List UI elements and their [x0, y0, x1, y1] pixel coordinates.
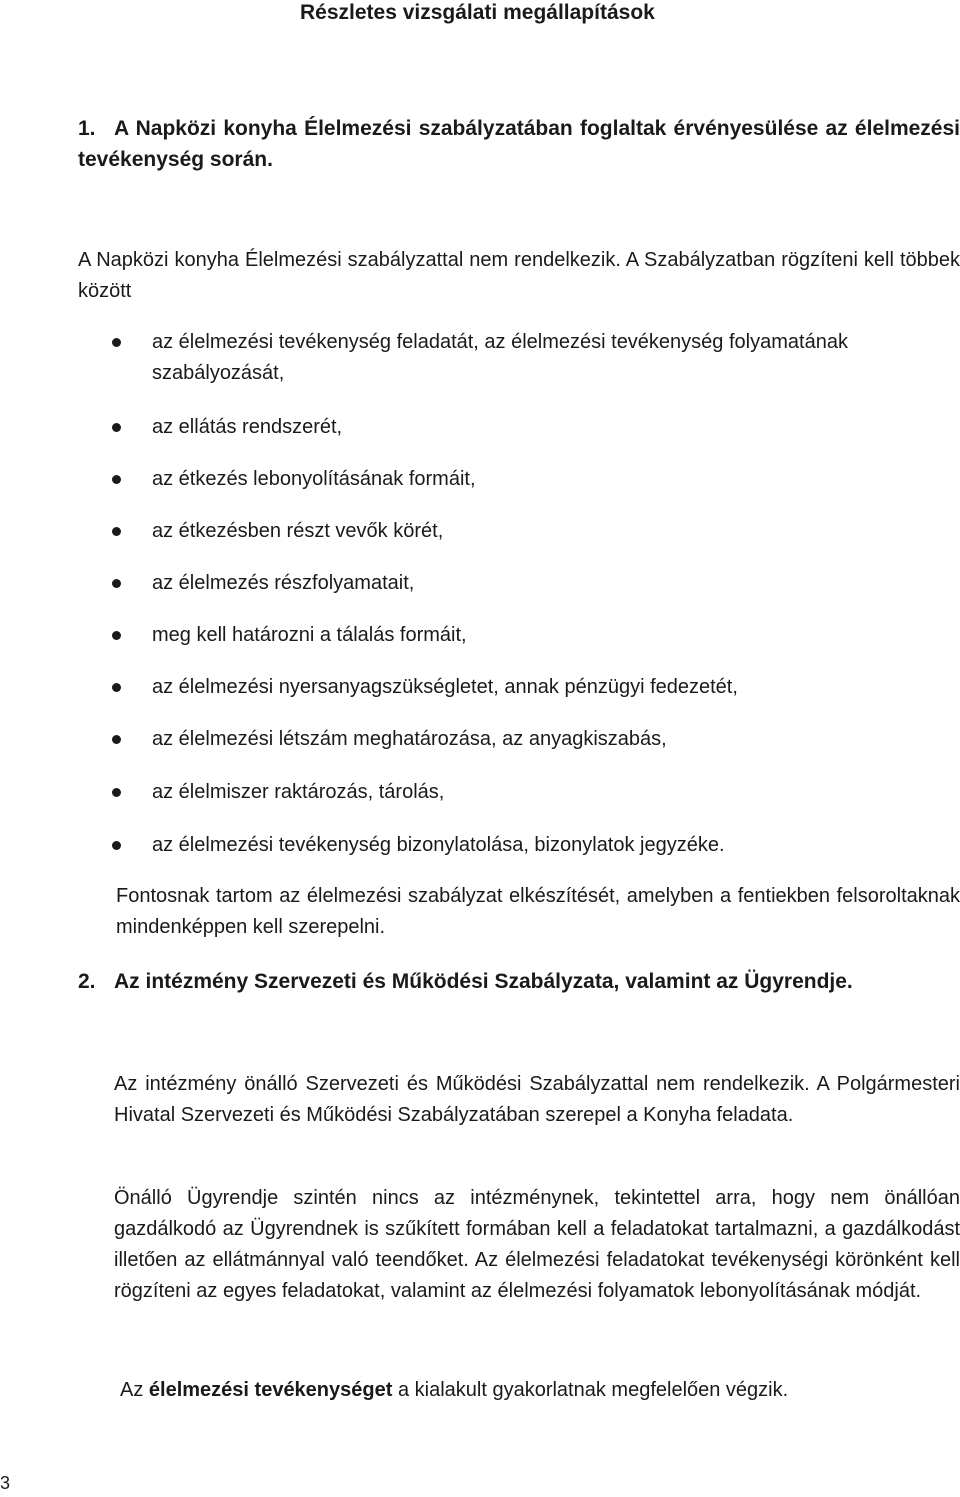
- bullet-icon: [112, 527, 121, 536]
- bullet-icon: [112, 841, 121, 850]
- final-bold-text: élelmezési tevékenységet: [148, 1379, 393, 1401]
- section-1-heading: [78, 113, 960, 175]
- bullet-icon: [112, 338, 121, 347]
- list-item: [152, 464, 960, 495]
- szmsz-paragraph: Az intézmény önálló Szervezeti és Működési Szabályzattal nem rendelkezik. A Polgármesteri Hivatal Szervezeti és Működési Szabályzatában szerepel a Konyha feladata.: [114, 1073, 960, 1126]
- list-item-text: az élelmezési létszám meghatározása, az anyagkiszabás,: [152, 728, 667, 750]
- final-paragraph: [120, 1375, 960, 1406]
- page-number: 3: [0, 1473, 11, 1493]
- list-item: [152, 724, 960, 755]
- section-1-heading-text: A Napközi konyha Élelmezési szabályzatában foglaltak érvényesülése az élelmezési tevékenység során.: [78, 117, 960, 171]
- bullet-icon: [112, 631, 121, 640]
- section-2-heading-text: Az intézmény Szervezeti és Működési Szabályzata, valamint az Ügyrendje.: [114, 970, 853, 993]
- bullet-icon: [112, 475, 121, 484]
- section-2-number: 2.: [78, 970, 96, 993]
- conclusion-paragraph: Fontosnak tartom az élelmezési szabályzat elkészítését, amelyben a fentiekben felsoroltaknak mindenképpen kell szerepelni.: [116, 885, 960, 938]
- list-item-text: az étkezésben részt vevők körét,: [152, 520, 444, 542]
- list-item-text: az élelmezés részfolyamatait,: [152, 572, 415, 594]
- list-item: [152, 777, 960, 808]
- list-item: [152, 568, 960, 599]
- list-item-text: az élelmezési nyersanyagszükségletet, annak pénzügyi fedezetét,: [152, 676, 738, 698]
- final-suffix: a kialakult gyakorlatnak megfelelően végzik.: [392, 1379, 789, 1401]
- list-item-text: az étkezés lebonyolításának formáit,: [152, 468, 476, 490]
- bullet-icon: [112, 683, 121, 692]
- list-item-text: meg kell határozni a tálalás formáit,: [152, 624, 467, 646]
- section-2-heading: [78, 966, 853, 997]
- list-item-text: az ellátás rendszerét,: [152, 416, 343, 438]
- list-item: [152, 412, 960, 443]
- list-item: [152, 327, 960, 389]
- bullet-icon: [112, 788, 121, 797]
- list-item: [152, 516, 960, 547]
- list-item-text: az élelmezési tevékenység bizonylatolása, bizonylatok jegyzéke.: [152, 834, 725, 856]
- list-item: [152, 672, 960, 703]
- section-1-number: 1.: [78, 117, 96, 140]
- list-item: [152, 620, 960, 651]
- final-prefix: Az: [120, 1379, 149, 1401]
- intro-paragraph: A Napközi konyha Élelmezési szabályzattal nem rendelkezik. A Szabályzatban rögzíteni kell többek között: [78, 249, 960, 302]
- bullet-icon: [112, 423, 121, 432]
- list-item: [152, 830, 960, 861]
- page-title: Részletes vizsgálati megállapítások: [300, 1, 655, 24]
- list-item-text: az élelmiszer raktározás, tárolás,: [152, 781, 445, 803]
- bullet-icon: [112, 735, 121, 744]
- ugyrend-paragraph: Önálló Ügyrendje szintén nincs az intézménynek, tekintettel arra, hogy nem önállóan gazdálkodó az Ügyrendnek is szűkített formában kell a feladatokat tartalmazni, a gazdálkodást illetően az ellátmánnyal való teendőket. Az élelmezési feladatokat tevékenységi körönként kell rögzíteni az egyes feladatokat, valamint az élelmezési folyamatok lebonyolításának módját.: [114, 1187, 960, 1302]
- list-item-text: az élelmezési tevékenység feladatát, az élelmezési tevékenység folyamatának szabályozását,: [152, 331, 848, 384]
- bullet-icon: [112, 579, 121, 588]
